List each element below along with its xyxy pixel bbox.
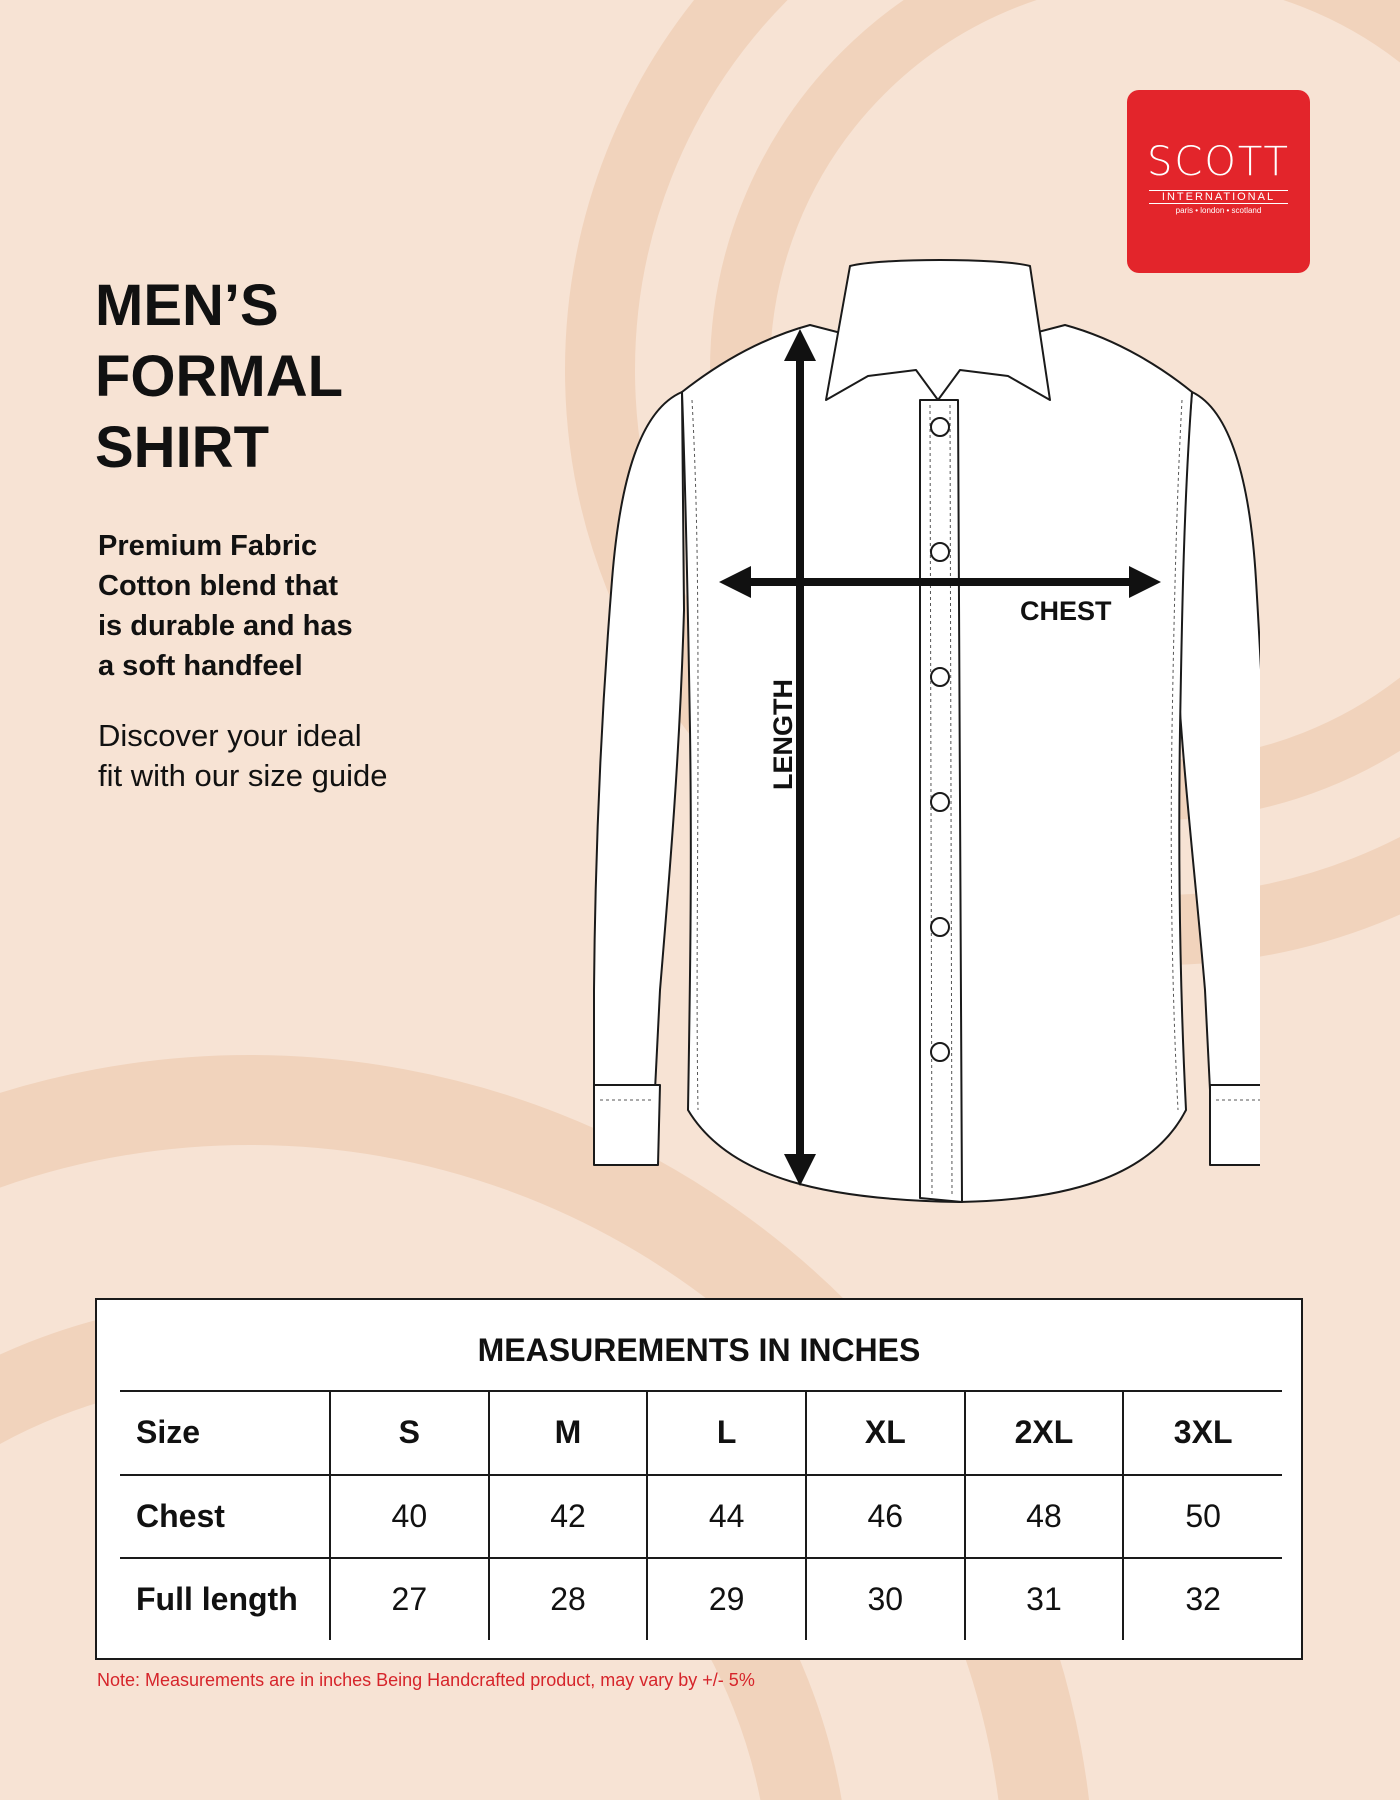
row-label: Full length <box>120 1558 330 1640</box>
table-cell: 40 <box>330 1475 489 1559</box>
brand-logo <box>1127 90 1310 273</box>
table-cell: 31 <box>965 1558 1124 1640</box>
header-m: M <box>489 1391 648 1475</box>
length-label: LENGTH <box>768 679 798 790</box>
fabric-line-3: is durable and has <box>98 610 353 642</box>
left-sleeve <box>594 392 684 1090</box>
brand-name: SCOTT <box>1147 139 1290 185</box>
table-row-full-length <box>120 1558 1282 1640</box>
table-cell: 46 <box>806 1475 965 1559</box>
table-cell: 30 <box>806 1558 965 1640</box>
fabric-line-4: a soft handfeel <box>98 650 303 682</box>
header-l: L <box>647 1391 806 1475</box>
page-title <box>95 270 415 483</box>
row-label: Chest <box>120 1475 330 1559</box>
title-line-3: SHIRT <box>95 415 269 480</box>
header-xl: XL <box>806 1391 965 1475</box>
shirt-button <box>931 543 949 561</box>
table-cell: 50 <box>1123 1475 1282 1559</box>
table-cell: 32 <box>1123 1558 1282 1640</box>
table-cell: 44 <box>647 1475 806 1559</box>
table-row-chest <box>120 1475 1282 1559</box>
chest-label: CHEST <box>1020 596 1112 626</box>
header-3xl: 3XL <box>1123 1391 1282 1475</box>
brand-subtitle: INTERNATIONAL <box>1149 190 1288 204</box>
collar <box>826 260 1050 400</box>
table-cell: 27 <box>330 1558 489 1640</box>
table-title: MEASUREMENTS IN INCHES <box>477 1332 921 1368</box>
table-cell: 29 <box>647 1558 806 1640</box>
shirt-button <box>931 1043 949 1061</box>
fabric-description <box>98 526 438 686</box>
table-cell: 48 <box>965 1475 1124 1559</box>
size-guide-intro <box>98 716 458 796</box>
fabric-line-1: Premium Fabric <box>98 530 318 562</box>
header-s: S <box>330 1391 489 1475</box>
shirt-button <box>931 918 949 936</box>
measurement-note: Note: Measurements are in inches Being Handcrafted product, may vary by +/- 5% <box>97 1670 755 1690</box>
title-line-2: FORMAL <box>95 344 344 409</box>
right-cuff <box>1210 1085 1260 1165</box>
table-cell: 42 <box>489 1475 648 1559</box>
shirt-button <box>931 418 949 436</box>
shirt-button <box>931 793 949 811</box>
title-line-1: MEN’S <box>95 273 279 338</box>
size-chart <box>95 1298 1303 1660</box>
shirt-button <box>931 668 949 686</box>
discover-line-1: Discover your ideal <box>98 718 362 753</box>
size-table <box>120 1390 1282 1640</box>
table-cell: 28 <box>489 1558 648 1640</box>
shirt-diagram <box>580 250 1260 1210</box>
header-size: Size <box>120 1391 330 1475</box>
left-cuff <box>594 1085 660 1165</box>
fabric-line-2: Cotton blend that <box>98 570 339 602</box>
discover-line-2: fit with our size guide <box>98 758 388 793</box>
brand-locations: paris • london • scotland <box>1175 206 1262 215</box>
table-header-row <box>120 1391 1282 1475</box>
header-2xl: 2XL <box>965 1391 1124 1475</box>
